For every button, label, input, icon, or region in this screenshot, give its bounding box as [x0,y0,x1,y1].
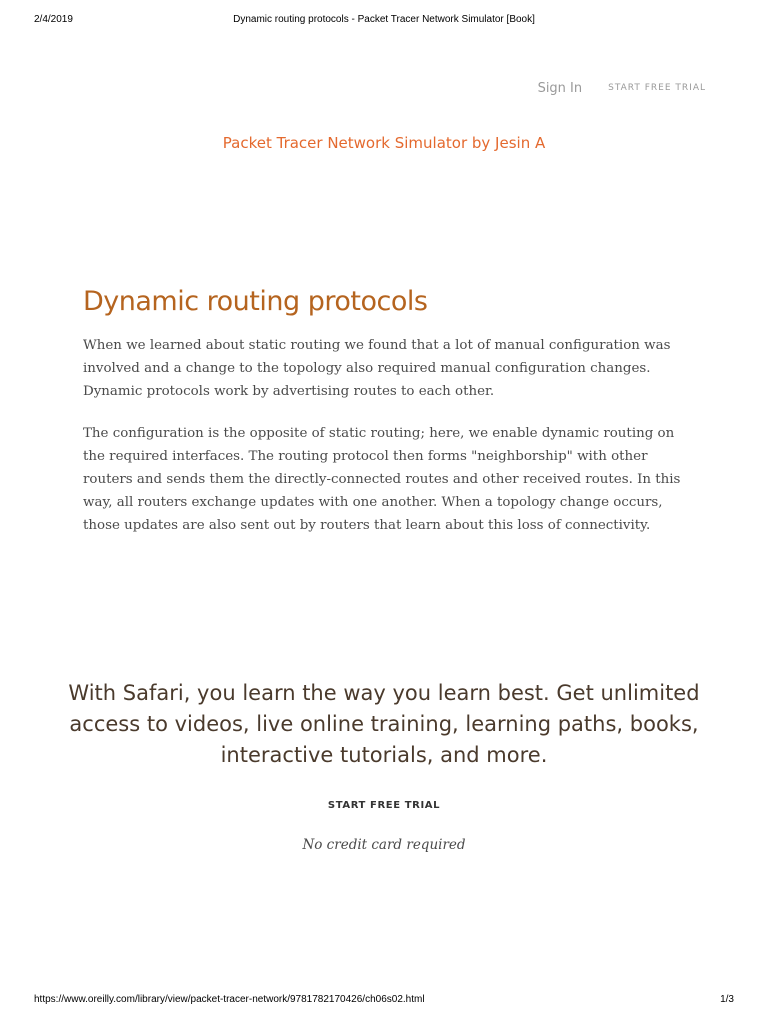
section-content [83,334,693,556]
print-date: 2/4/2019 [34,14,73,25]
print-document-title: Dynamic routing protocols - Packet Tracer Network Simulator [Book] [233,14,535,25]
top-nav [538,78,706,98]
paragraph-2: The configuration is the opposite of static routing; here, we enable dynamic routing on the required interfaces. The routing protocol then forms "neighborship" with other routers and sends them the directly-connected routes and other received routes. In this way, all routers exchange updates with one another. When a topology change occurs, those updates are also sent out by routers that learn about this loss of connectivity. [83,426,681,533]
sign-in-link[interactable]: Sign In [537,80,583,96]
book-title-link[interactable]: Packet Tracer Network Simulator by Jesin A [222,134,546,152]
print-footer [34,994,734,1010]
promo-text: With Safari, you learn the way you learn best. Get unlimited access to videos, live online training, learning paths, books, interactive tutorials, and more. [68,681,700,767]
section-heading: Dynamic routing protocols [83,286,428,317]
start-free-trial-link[interactable]: START FREE TRIAL [608,83,706,93]
print-header [34,14,734,30]
print-url: https://www.oreilly.com/library/view/packet-tracer-network/9781782170426/ch06s02.html [34,994,425,1005]
page-number: 1/3 [720,994,734,1005]
start-free-trial-button[interactable]: START FREE TRIAL [327,800,441,811]
paragraph-1: When we learned about static routing we found that a lot of manual configuration was involved and a change to the topology also required manual configuration changes. Dynamic protocols work by advertising routes to each other. [83,338,671,399]
no-credit-card-note: No credit card required [302,837,466,853]
